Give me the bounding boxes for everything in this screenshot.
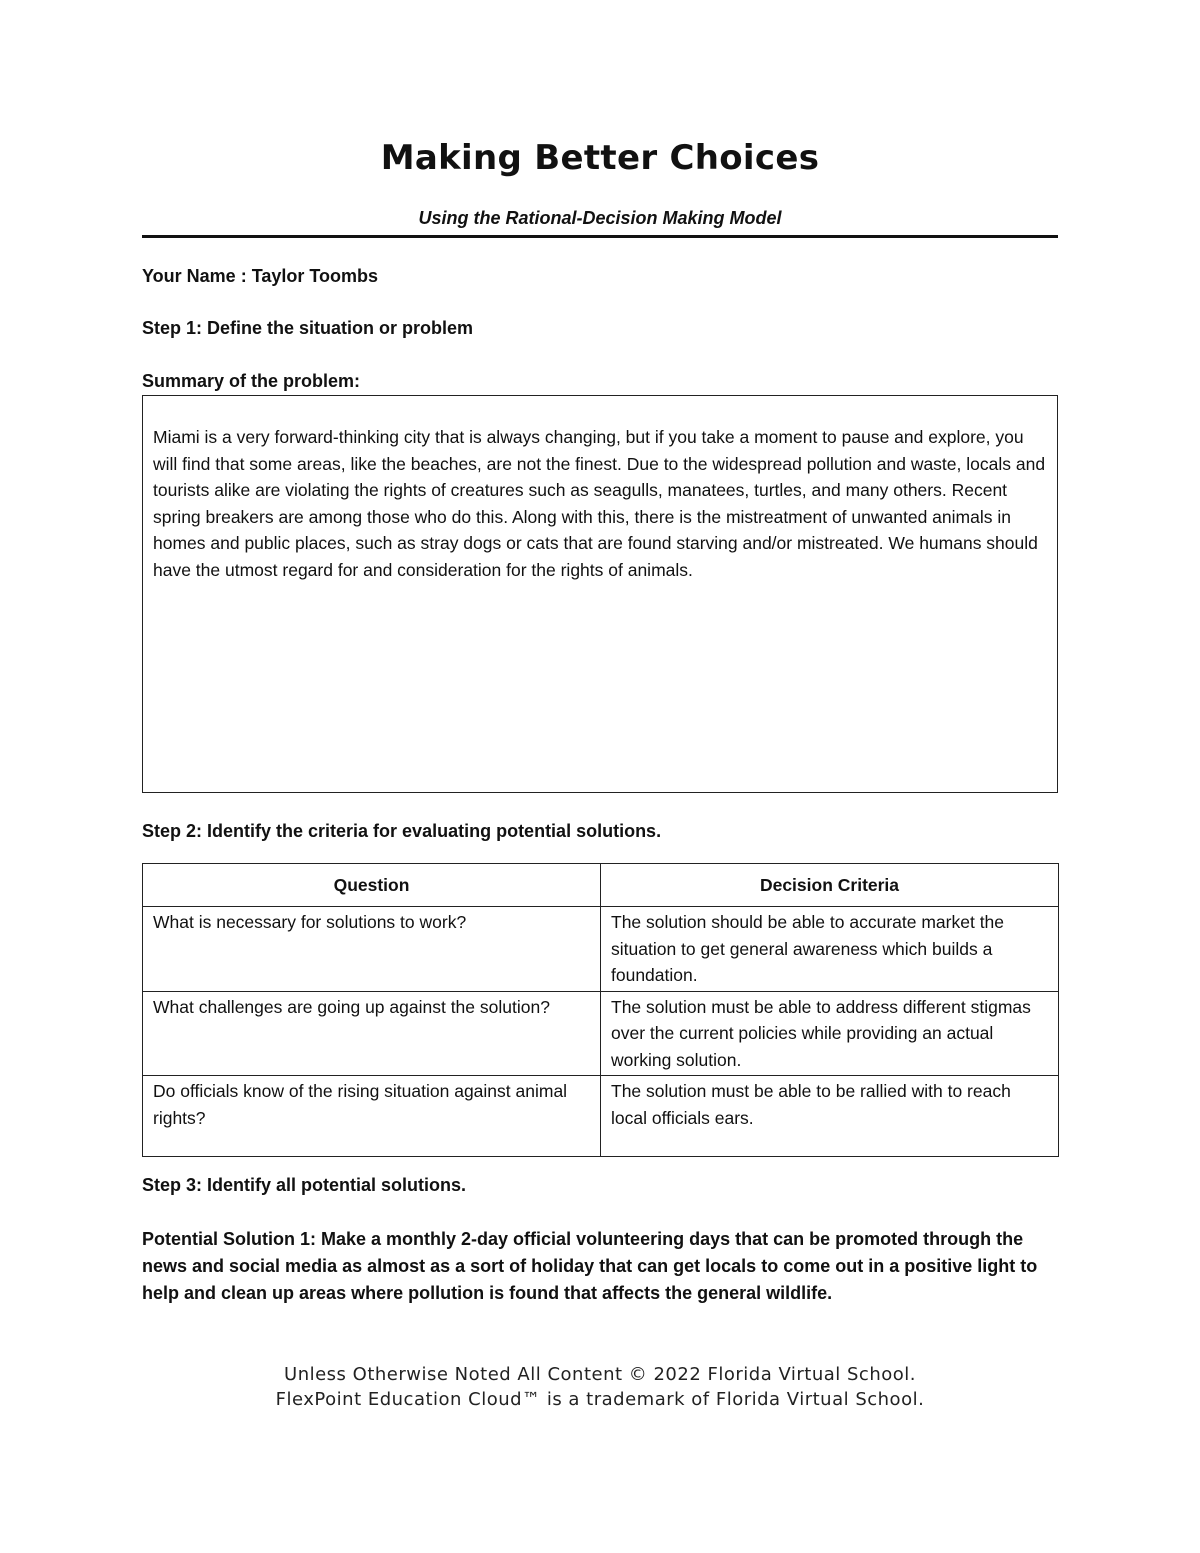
column-header-criteria: Decision Criteria — [601, 864, 1059, 907]
step1-heading: Step 1: Define the situation or problem — [142, 318, 474, 338]
question-cell: What is necessary for solutions to work? — [143, 907, 601, 992]
column-header-question: Question — [143, 864, 601, 907]
footer-trademark: FlexPoint Education Cloud™ is a trademark of Florida Virtual School. — [275, 1389, 925, 1410]
title-divider — [142, 235, 1058, 238]
page-subtitle: Using the Rational-Decision Making Model — [418, 208, 782, 228]
table-row — [143, 991, 1059, 1076]
criteria-cell: The solution should be able to accurate market the situation to get general awareness which builds a foundation. — [601, 907, 1059, 992]
potential-solution-1: Potential Solution 1: Make a monthly 2-day official volunteering days that can be promoted through the news and social media as almost as a sort of holiday that can get locals to come out in a positive light to help and clean up areas where pollution is found that affects the general wildlife. — [142, 1229, 1038, 1303]
step2-heading: Step 2: Identify the criteria for evaluating potential solutions. — [142, 821, 662, 841]
footer — [142, 1362, 1058, 1412]
question-cell: Do officials know of the rising situation against animal rights? — [143, 1076, 601, 1157]
table-row — [143, 1076, 1059, 1157]
summary-text: Miami is a very forward-thinking city that is always changing, but if you take a moment to pause and explore, you will find that some areas, like the beaches, are not the finest. Due to the widespread pollution and waste, locals and tourists alike are violating the rights of creatures such as seagulls, manatees, turtles, and many others. Recent spring breakers are among those who do this. Along with this, there is the mistreatment of unwanted animals in homes and public places, such as stray dogs or cats that are found starving and/or mistreated. We humans should have the utmost regard for and consideration for the rights of animals. — [153, 427, 1046, 580]
summary-label: Summary of the problem: — [142, 371, 361, 391]
criteria-table — [142, 863, 1059, 1157]
step3-heading: Step 3: Identify all potential solutions. — [142, 1175, 467, 1195]
student-name: Your Name : Taylor Toombs — [142, 266, 379, 286]
criteria-cell: The solution must be able to be rallied with to reach local officials ears. — [601, 1076, 1059, 1157]
question-cell: What challenges are going up against the solution? — [143, 991, 601, 1076]
table-row — [143, 907, 1059, 992]
table-header-row — [143, 864, 1059, 907]
footer-copyright: Unless Otherwise Noted All Content © 2022 Florida Virtual School. — [284, 1364, 916, 1385]
criteria-cell: The solution must be able to address different stigmas over the current policies while providing an actual working solution. — [601, 991, 1059, 1076]
page-title: Making Better Choices — [380, 138, 820, 178]
summary-box — [142, 395, 1058, 793]
